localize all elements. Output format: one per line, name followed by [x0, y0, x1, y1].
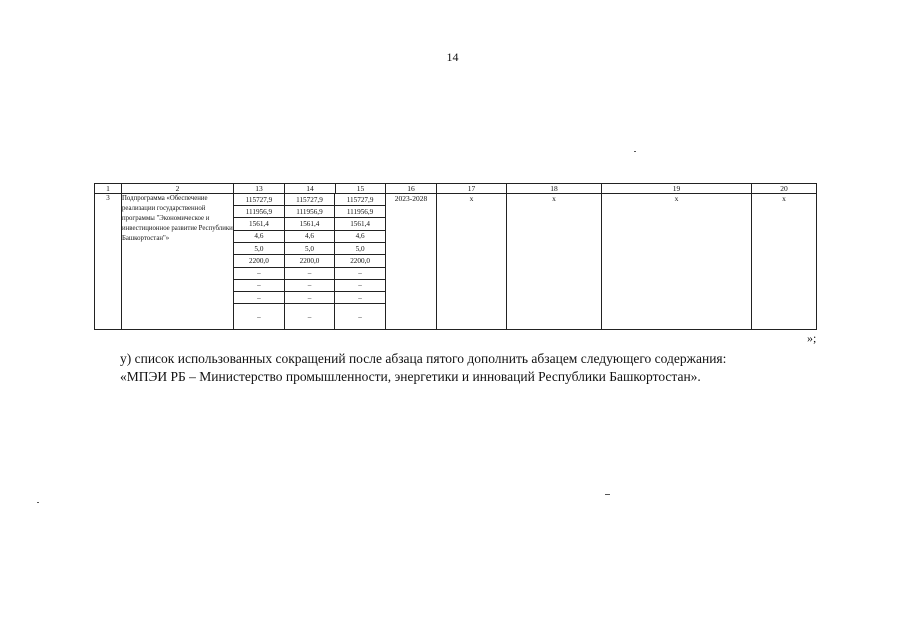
col20-cell: х	[752, 194, 817, 330]
value-cell: –	[335, 267, 385, 279]
value-cell: 115727,9	[284, 194, 334, 206]
value-cell: 115727,9	[335, 194, 385, 206]
value-cell: 4,6	[335, 230, 385, 242]
value-cell: –	[284, 292, 334, 304]
scan-speck	[37, 502, 39, 503]
row-number: 3	[95, 194, 122, 330]
value-row	[234, 243, 385, 255]
value-cell: –	[234, 304, 284, 329]
value-cell: 1561,4	[284, 218, 334, 230]
header-cell: 1	[95, 184, 122, 194]
header-cell: 16	[386, 184, 437, 194]
period-cell: 2023-2028	[386, 194, 437, 330]
header-cell: 2	[122, 184, 234, 194]
value-cell: 2200,0	[284, 255, 334, 267]
header-cell: 15	[336, 184, 386, 194]
header-cell: 13	[234, 184, 285, 194]
value-cell: 5,0	[284, 243, 334, 255]
col18-cell: х	[507, 194, 602, 330]
value-cell: –	[284, 267, 334, 279]
value-cell: 2200,0	[335, 255, 385, 267]
header-cell: 14	[285, 184, 336, 194]
value-cell: 4,6	[234, 230, 284, 242]
value-cell: 5,0	[335, 243, 385, 255]
closing-quote: »;	[807, 331, 817, 345]
value-cell: –	[284, 304, 334, 329]
value-cell: –	[234, 267, 284, 279]
value-cell: 4,6	[284, 230, 334, 242]
value-row	[234, 292, 385, 304]
financing-subtable	[234, 194, 385, 329]
value-cell: 1561,4	[234, 218, 284, 230]
value-cell: 111956,9	[234, 206, 284, 218]
value-row	[234, 267, 385, 279]
scan-speck	[634, 151, 636, 152]
value-cell: –	[284, 279, 334, 291]
value-cell: –	[234, 292, 284, 304]
value-row	[234, 279, 385, 291]
value-cell: 111956,9	[335, 206, 385, 218]
value-cell: 5,0	[234, 243, 284, 255]
definition-paragraph: «МПЭИ РБ – Министерство промышленности, энергетики и инноваций Республики Башкортостан».	[120, 369, 701, 384]
value-cell: 111956,9	[284, 206, 334, 218]
value-row	[234, 194, 385, 206]
value-cell: 2200,0	[234, 255, 284, 267]
table-row	[95, 194, 817, 330]
value-row	[234, 230, 385, 242]
subprogram-name: Подпрограмма «Обеспечение реализации государственной программы "Экономическое и инвестиционное развитие Республики Башкортостан"»	[122, 194, 234, 330]
program-table	[94, 183, 817, 330]
value-cell: –	[234, 279, 284, 291]
amendment-paragraph: у) список использованных сокращений после абзаца пятого дополнить абзацем следующего содержания:	[120, 351, 727, 366]
scan-speck	[605, 494, 610, 495]
value-cell: 1561,4	[335, 218, 385, 230]
value-cell: –	[358, 312, 362, 321]
header-cell: 17	[437, 184, 507, 194]
header-row	[95, 184, 817, 194]
value-row	[234, 206, 385, 218]
value-row	[234, 304, 385, 329]
value-cell: 115727,9	[234, 194, 284, 206]
value-row	[234, 255, 385, 267]
value-cell: –	[335, 279, 385, 291]
col17-cell: х	[437, 194, 507, 330]
page-number: 14	[446, 50, 459, 64]
header-cell: 18	[507, 184, 602, 194]
value-cell: –	[335, 292, 385, 304]
value-row	[234, 218, 385, 230]
header-cell: 19	[602, 184, 752, 194]
header-cell: 20	[752, 184, 817, 194]
financing-values	[234, 194, 386, 330]
col19-cell: х	[602, 194, 752, 330]
